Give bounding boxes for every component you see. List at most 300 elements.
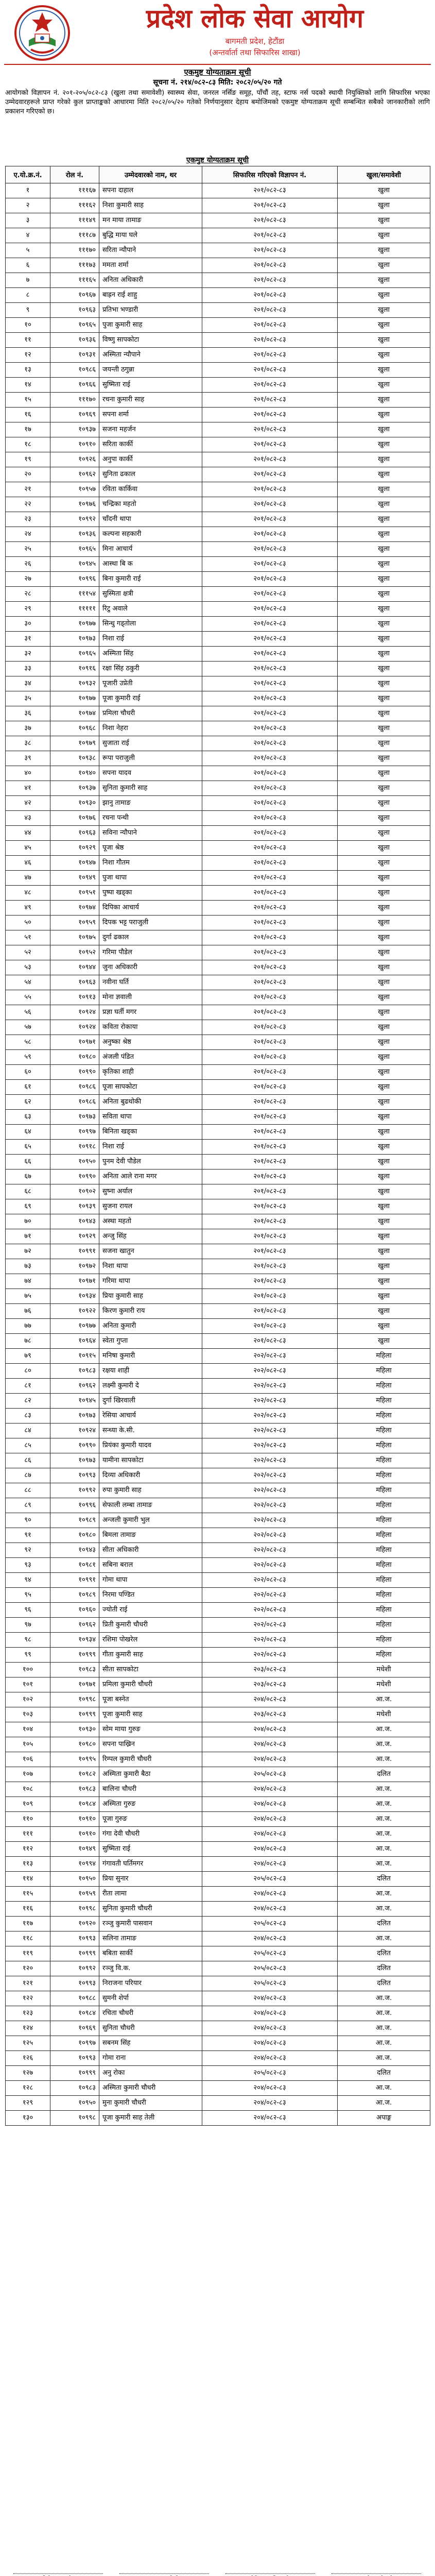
cell-serial: ७२ [6, 1244, 50, 1259]
cell-name: अनु रोका [99, 2066, 202, 2081]
cell-serial: ४९ [6, 901, 50, 916]
cell-serial: १२३ [6, 2006, 50, 2021]
cell-name: निशा गौतम [99, 856, 202, 871]
cell-serial: १०२ [6, 1692, 50, 1707]
table-row [6, 1319, 430, 1334]
cell-serial: ९४ [6, 1573, 50, 1588]
cell-serial: ८० [6, 1364, 50, 1379]
table-row [6, 1887, 430, 1902]
cell-group: आ.ज. [338, 1782, 430, 1797]
cell-name: विष्णु सापकोटा [99, 333, 202, 348]
table-row [6, 1259, 430, 1274]
cell-name: जयन्ती ठगुन्ना [99, 363, 202, 378]
cell-serial: ६३ [6, 1110, 50, 1125]
cell-name: निशा राई [99, 1140, 202, 1155]
cell-advertisement: २०१/०८२-८३ [202, 542, 338, 557]
signature-2 [111, 2573, 217, 2576]
cell-name: प्रज्ञा घर्ती मगर [99, 1005, 202, 1020]
cell-serial: ५ [6, 243, 50, 258]
cell-roll: १११६२ [50, 198, 99, 213]
cell-roll: १०९९६ [50, 1498, 99, 1513]
signature-4 [323, 2573, 429, 2576]
cell-advertisement: २०२/०८२-८३ [202, 1618, 338, 1633]
cell-serial: १०६ [6, 1752, 50, 1767]
table-row [6, 1110, 430, 1125]
table-row [6, 960, 430, 975]
cell-roll: १०९९४ [50, 1857, 99, 1872]
cell-advertisement: २०५/०८२-८३ [202, 1976, 338, 1991]
cell-roll: १०९८६ [50, 1080, 99, 1095]
cell-advertisement: २०५/०८२-८३ [202, 1917, 338, 1931]
cell-name: लक्ष्मी कुमारी दे [99, 1379, 202, 1394]
cell-advertisement: २०२/०८२-८३ [202, 1349, 338, 1364]
cell-roll: १०९७५ [50, 930, 99, 945]
cell-advertisement: २०२/०८२-८३ [202, 1498, 338, 1513]
cell-roll: १०९३७ [50, 781, 99, 796]
cell-advertisement: २०१/०८२-८३ [202, 886, 338, 901]
cell-group: खुला [338, 1244, 430, 1259]
cell-group: महिला [338, 1498, 430, 1513]
office-section: (अन्तर्वार्ता तथा सिफारिस शाखा) [209, 48, 301, 57]
cell-name: अन्जु सिंह [99, 1229, 202, 1244]
cell-name: निशा राई [99, 632, 202, 647]
cell-advertisement: २०१/०८२-८३ [202, 721, 338, 736]
cell-group: आ.ज. [338, 2036, 430, 2051]
table-row [6, 1125, 430, 1140]
cell-group: खुला [338, 1170, 430, 1184]
table-row [6, 1633, 430, 1648]
cell-group: खुला [338, 1155, 430, 1170]
cell-name: बालिना चौधरी [99, 1782, 202, 1797]
cell-advertisement: २०१/०८२-८३ [202, 796, 338, 811]
cell-name: चाँदनी थापा [99, 512, 202, 527]
cell-serial: १७ [6, 422, 50, 437]
cell-group: आ.ज. [338, 1797, 430, 1812]
cell-advertisement: २०२/०८२-८३ [202, 1394, 338, 1409]
cell-advertisement: २०४/०८२-८३ [202, 1797, 338, 1812]
cell-advertisement: २०१/०८२-८३ [202, 422, 338, 437]
cell-advertisement: २०१/०८२-८३ [202, 871, 338, 886]
cell-roll: १०९६२ [50, 467, 99, 482]
cell-serial: ३६ [6, 706, 50, 721]
cell-serial: ९३ [6, 1558, 50, 1573]
cell-advertisement: २०१/०८२-८३ [202, 213, 338, 228]
cell-group: आ.ज. [338, 2006, 430, 2021]
cell-roll: १११७३ [50, 258, 99, 273]
cell-name: अनुपा कार्की [99, 452, 202, 467]
cell-name: पुजा कुमारी साह [99, 318, 202, 333]
table-row [6, 1872, 430, 1887]
table-row [6, 1244, 430, 1259]
cell-roll: १०९३२ [50, 676, 99, 691]
cell-roll: १०९८३ [50, 1782, 99, 1797]
cell-serial: ८८ [6, 1483, 50, 1498]
cell-roll: १०९९१ [50, 1573, 99, 1588]
cell-name: अन्जली कुमारी भुल [99, 1513, 202, 1528]
table-row [6, 482, 430, 497]
table-row [6, 736, 430, 751]
cell-group: खुला [338, 960, 430, 975]
cell-group: मधेशी [338, 1707, 430, 1722]
table-row [6, 2066, 430, 2081]
cell-name: बिनिता खड्का [99, 1125, 202, 1140]
cell-group: खुला [338, 213, 430, 228]
cell-roll: १०९२२ [50, 1304, 99, 1319]
cell-roll: १०९४३ [50, 1543, 99, 1558]
cell-group: खुला [338, 1274, 430, 1289]
cell-name: दुर्गा ढकाल [99, 930, 202, 945]
cell-roll: १०९२९ [50, 1229, 99, 1244]
cell-roll: १०९९२ [50, 1961, 99, 1976]
cell-name: सलिना तामाङ [99, 1931, 202, 1946]
cell-advertisement: २०४/०८२-८३ [202, 1737, 338, 1752]
table-row [6, 1692, 430, 1707]
cell-roll: १०९९२ [50, 512, 99, 527]
cell-serial: ३७ [6, 721, 50, 736]
table-row [6, 1797, 430, 1812]
cell-roll: १११८७ [50, 228, 99, 243]
table-row [6, 497, 430, 512]
cell-serial: १११ [6, 1827, 50, 1842]
table-row [6, 1155, 430, 1170]
cell-group: आ.ज. [338, 1857, 430, 1872]
cell-group: खुला [338, 497, 430, 512]
cell-roll: १०९६८ [50, 721, 99, 736]
table-row [6, 871, 430, 886]
cell-roll: १०९३१ [50, 348, 99, 363]
cell-serial: २८ [6, 587, 50, 602]
cell-roll: १०९८० [50, 1528, 99, 1543]
cell-group: महिला [338, 1558, 430, 1573]
cell-serial: ५९ [6, 1050, 50, 1065]
cell-name: अस्मिता न्यौपाने [99, 348, 202, 363]
cell-roll: १०९६५ [50, 318, 99, 333]
cell-advertisement: २०१/०८२-८३ [202, 333, 338, 348]
cell-serial: १२४ [6, 2021, 50, 2036]
cell-serial: १०७ [6, 1767, 50, 1782]
table-row [6, 617, 430, 632]
cell-serial: ७८ [6, 1334, 50, 1349]
cell-roll: १०९८६ [50, 1095, 99, 1110]
table-row [6, 1170, 430, 1184]
cell-advertisement: २०१/०८२-८३ [202, 1005, 338, 1020]
cell-serial: २९ [6, 602, 50, 617]
cell-advertisement: २०१/०८२-८३ [202, 303, 338, 318]
cell-roll: १०९५१ [50, 886, 99, 901]
cell-advertisement: २०२/०८२-८३ [202, 1483, 338, 1498]
notice-reference: सूचना नं. २१४/०८२-८३ मिति: २०८२/०५/२० गते [153, 78, 282, 87]
table-row [6, 348, 430, 363]
cell-roll: १०९६३ [50, 826, 99, 841]
cell-roll: १०९६५ [50, 647, 99, 662]
cell-group: आ.ज. [338, 1931, 430, 1946]
cell-advertisement: २०१/०८२-८३ [202, 572, 338, 587]
cell-name: सजना खातुन [99, 1244, 202, 1259]
cell-advertisement: २०२/०८२-८३ [202, 1648, 338, 1663]
cell-advertisement: २०२/०८२-८३ [202, 1528, 338, 1543]
cell-serial: ९८ [6, 1633, 50, 1648]
cell-advertisement: २०१/०८२-८३ [202, 1035, 338, 1050]
cell-roll: १११११ [50, 602, 99, 617]
page-title: प्रदेश लोक सेवा आयोग [146, 4, 364, 33]
cell-group: खुला [338, 721, 430, 736]
cell-roll: १०९२४ [50, 1423, 99, 1438]
cell-group: खुला [338, 1110, 430, 1125]
table-row [6, 557, 430, 572]
cell-advertisement: २०५/०८२-८३ [202, 2066, 338, 2081]
signature-line [225, 2573, 315, 2574]
cell-serial: ९६ [6, 1603, 50, 1618]
cell-serial: ४८ [6, 886, 50, 901]
cell-group: खुला [338, 930, 430, 945]
cell-roll: १०९५९ [50, 1887, 99, 1902]
table-row [6, 945, 430, 960]
signature-block [5, 2573, 430, 2576]
cell-roll: १०९९८ [50, 2111, 99, 2126]
cell-serial: ७१ [6, 1229, 50, 1244]
table-row [6, 437, 430, 452]
cell-group: खुला [338, 632, 430, 647]
cell-group: खुला [338, 258, 430, 273]
table-row [6, 811, 430, 826]
cell-roll: १०९८१ [50, 1558, 99, 1573]
cell-roll: १०९६३ [50, 975, 99, 990]
cell-advertisement: २०१/०८२-८३ [202, 1289, 338, 1304]
cell-advertisement: २०१/०८२-८३ [202, 243, 338, 258]
cell-roll: १०९७६ [50, 497, 99, 512]
table-row [6, 2006, 430, 2021]
cell-group: आ.ज. [338, 1902, 430, 1917]
cell-serial: ९९ [6, 1648, 50, 1663]
cell-serial: ७७ [6, 1319, 50, 1334]
cell-advertisement: २०१/०८२-८३ [202, 706, 338, 721]
cell-group: खुला [338, 228, 430, 243]
table-row [6, 632, 430, 647]
cell-serial: १२० [6, 1961, 50, 1976]
signature-line [119, 2573, 209, 2574]
cell-advertisement: २०४/०८२-८३ [202, 1857, 338, 1872]
cell-group: मधेशी [338, 1663, 430, 1677]
cell-serial: ८६ [6, 1453, 50, 1468]
cell-advertisement: २०४/०८२-८३ [202, 2096, 338, 2111]
cell-advertisement: २०१/०८२-८३ [202, 408, 338, 422]
cell-group: खुला [338, 512, 430, 527]
cell-group: आ.ज. [338, 1887, 430, 1902]
cell-name: मनिषा कुमारी [99, 1349, 202, 1364]
cell-name: यामीना सापकोटा [99, 1453, 202, 1468]
cell-roll: १०९७२ [50, 1259, 99, 1274]
cell-name: सपना पाख्रिन [99, 1737, 202, 1752]
table-row [6, 318, 430, 333]
cell-advertisement: २०१/०८२-८३ [202, 632, 338, 647]
cell-advertisement: २०१/०८२-८३ [202, 1125, 338, 1140]
cell-serial: ९ [6, 303, 50, 318]
cell-group: महिला [338, 1513, 430, 1528]
cell-group: खुला [338, 706, 430, 721]
table-row [6, 1199, 430, 1214]
cell-name: अस्मिता गुरुङ [99, 1797, 202, 1812]
cell-roll: १०९७१ [50, 1035, 99, 1050]
cell-group: महिला [338, 1394, 430, 1409]
cell-serial: ९० [6, 1513, 50, 1528]
cell-roll: १०९४९ [50, 871, 99, 886]
cell-roll: १०९१३ [50, 990, 99, 1005]
cell-serial: १८ [6, 437, 50, 452]
cell-roll: १०९२९ [50, 841, 99, 856]
cell-name: रूपा पराजुली [99, 751, 202, 766]
cell-roll: १०९९० [50, 1170, 99, 1184]
cell-group: आ.ज. [338, 1842, 430, 1857]
cell-name: पुजा थापा [99, 871, 202, 886]
cell-serial: ८२ [6, 1394, 50, 1409]
table-row [6, 691, 430, 706]
cell-group: खुला [338, 542, 430, 557]
cell-advertisement: २०१/०८२-८३ [202, 363, 338, 378]
cell-roll: १०९७३ [50, 632, 99, 647]
cell-group: महिला [338, 1633, 430, 1648]
table-row [6, 1812, 430, 1827]
cell-advertisement: २०१/०८२-८३ [202, 273, 338, 288]
cell-advertisement: २०४/०८२-८३ [202, 1722, 338, 1737]
cell-group: खुला [338, 1289, 430, 1304]
cell-name: निशा कुमारी साह [99, 198, 202, 213]
cell-name: प्रमिला चौधरी [99, 706, 202, 721]
cell-group: खुला [338, 691, 430, 706]
cell-advertisement: २०१/०८२-८३ [202, 856, 338, 871]
cell-roll: १०९८२ [50, 1767, 99, 1782]
cell-advertisement: २०४/०८२-८३ [202, 1692, 338, 1707]
cell-advertisement: २०१/०८२-८३ [202, 1334, 338, 1349]
cell-group: खुला [338, 527, 430, 542]
cell-advertisement: २०१/०८२-८३ [202, 393, 338, 408]
cell-serial: ६७ [6, 1170, 50, 1184]
table-row [6, 183, 430, 198]
cell-group: खुला [338, 916, 430, 930]
cell-advertisement: २०१/०८२-८३ [202, 990, 338, 1005]
cell-advertisement: २०१/०८२-८३ [202, 378, 338, 393]
cell-advertisement: २०१/०८२-८३ [202, 781, 338, 796]
cell-serial: ४६ [6, 856, 50, 871]
cell-name: निशा नेहरा [99, 721, 202, 736]
cell-roll: १०९१० [50, 1812, 99, 1827]
cell-roll: १०९९८ [50, 1692, 99, 1707]
cell-advertisement: २०२/०८२-८३ [202, 1379, 338, 1394]
cell-serial: ४१ [6, 781, 50, 796]
cell-advertisement: २०१/०८२-८३ [202, 1170, 338, 1184]
cell-group: खुला [338, 1065, 430, 1080]
cell-group: खुला [338, 1259, 430, 1274]
table-row [6, 408, 430, 422]
table-row [6, 751, 430, 766]
cell-group: दलित [338, 1872, 430, 1887]
cell-group: महिला [338, 1423, 430, 1438]
cell-serial: १०५ [6, 1737, 50, 1752]
cell-serial: ६२ [6, 1095, 50, 1110]
cell-name: पूजा कुमारी राई [99, 691, 202, 706]
cell-group: खुला [338, 1140, 430, 1155]
cell-group: आ.ज. [338, 2096, 430, 2111]
cell-roll: १११७० [50, 243, 99, 258]
cell-advertisement: २०१/०८२-८३ [202, 527, 338, 542]
cell-group: खुला [338, 557, 430, 572]
table-row [6, 1364, 430, 1379]
cell-group: खुला [338, 1035, 430, 1050]
col-header-serial: ए.यो.क्र.नं. [6, 166, 50, 183]
cell-roll: १०९९० [50, 1065, 99, 1080]
cell-serial: ११४ [6, 1872, 50, 1887]
table-row [6, 916, 430, 930]
cell-roll: १०९९६ [50, 572, 99, 587]
cell-serial: ४५ [6, 841, 50, 856]
cell-advertisement: २०१/०८२-८३ [202, 676, 338, 691]
cell-group: दलित [338, 1946, 430, 1961]
cell-group: खुला [338, 826, 430, 841]
cell-group: महिला [338, 1648, 430, 1663]
cell-advertisement: २०४/०८२-८३ [202, 1931, 338, 1946]
table-row [6, 1917, 430, 1931]
cell-roll: १०९६५ [50, 542, 99, 557]
cell-name: नवीना घर्ति [99, 975, 202, 990]
cell-advertisement: २०२/०८२-८३ [202, 1364, 338, 1379]
table-row [6, 1677, 430, 1692]
table-row [6, 512, 430, 527]
cell-name: रचिता चौधरी [99, 2006, 202, 2021]
table-row [6, 1603, 430, 1618]
cell-serial: ८ [6, 288, 50, 303]
table-row [6, 1289, 430, 1304]
notice-title: एकमुष्ट योग्यताक्रम सूची [184, 67, 251, 77]
table-row [6, 1020, 430, 1035]
cell-advertisement: २०२/०८२-८३ [202, 1409, 338, 1423]
cell-serial: ९१ [6, 1528, 50, 1543]
table-row [6, 1274, 430, 1289]
cell-name: चन्द्रिका महतो [99, 497, 202, 512]
cell-name: रचना पन्थी [99, 811, 202, 826]
table-row [6, 288, 430, 303]
cell-name: रविता कार्किवा [99, 482, 202, 497]
cell-group: दलित [338, 1976, 430, 1991]
table-row [6, 1005, 430, 1020]
cell-name: दिव्या अधिकारी [99, 1468, 202, 1483]
cell-group: महिला [338, 1364, 430, 1379]
cell-group: दलित [338, 1961, 430, 1976]
cell-serial: ६६ [6, 1155, 50, 1170]
cell-advertisement: २०४/०८२-८३ [202, 1902, 338, 1917]
cell-roll: १०९९७ [50, 1125, 99, 1140]
table-row [6, 1184, 430, 1199]
table-row [6, 467, 430, 482]
cell-serial: १२२ [6, 1991, 50, 2006]
cell-serial: ५३ [6, 960, 50, 975]
table-row [6, 198, 430, 213]
cell-group: खुला [338, 1020, 430, 1035]
table-row [6, 1468, 430, 1483]
cell-serial: ४२ [6, 796, 50, 811]
cell-group: खुला [338, 333, 430, 348]
cell-serial: ४७ [6, 871, 50, 886]
cell-group: महिला [338, 1468, 430, 1483]
cell-advertisement: २०१/०८२-८३ [202, 1155, 338, 1170]
cell-group: आ.ज. [338, 2081, 430, 2096]
cell-name: पूजा सापकोटा [99, 1080, 202, 1095]
cell-roll: १०९६६ [50, 378, 99, 393]
cell-name: पूजा बस्नेत [99, 1692, 202, 1707]
cell-serial: ६८ [6, 1184, 50, 1199]
cell-name: प्रियंका कुमारी यादव [99, 1438, 202, 1453]
cell-serial: ३१ [6, 632, 50, 647]
table-row [6, 393, 430, 408]
cell-name: मोना ज्ञवाली [99, 990, 202, 1005]
